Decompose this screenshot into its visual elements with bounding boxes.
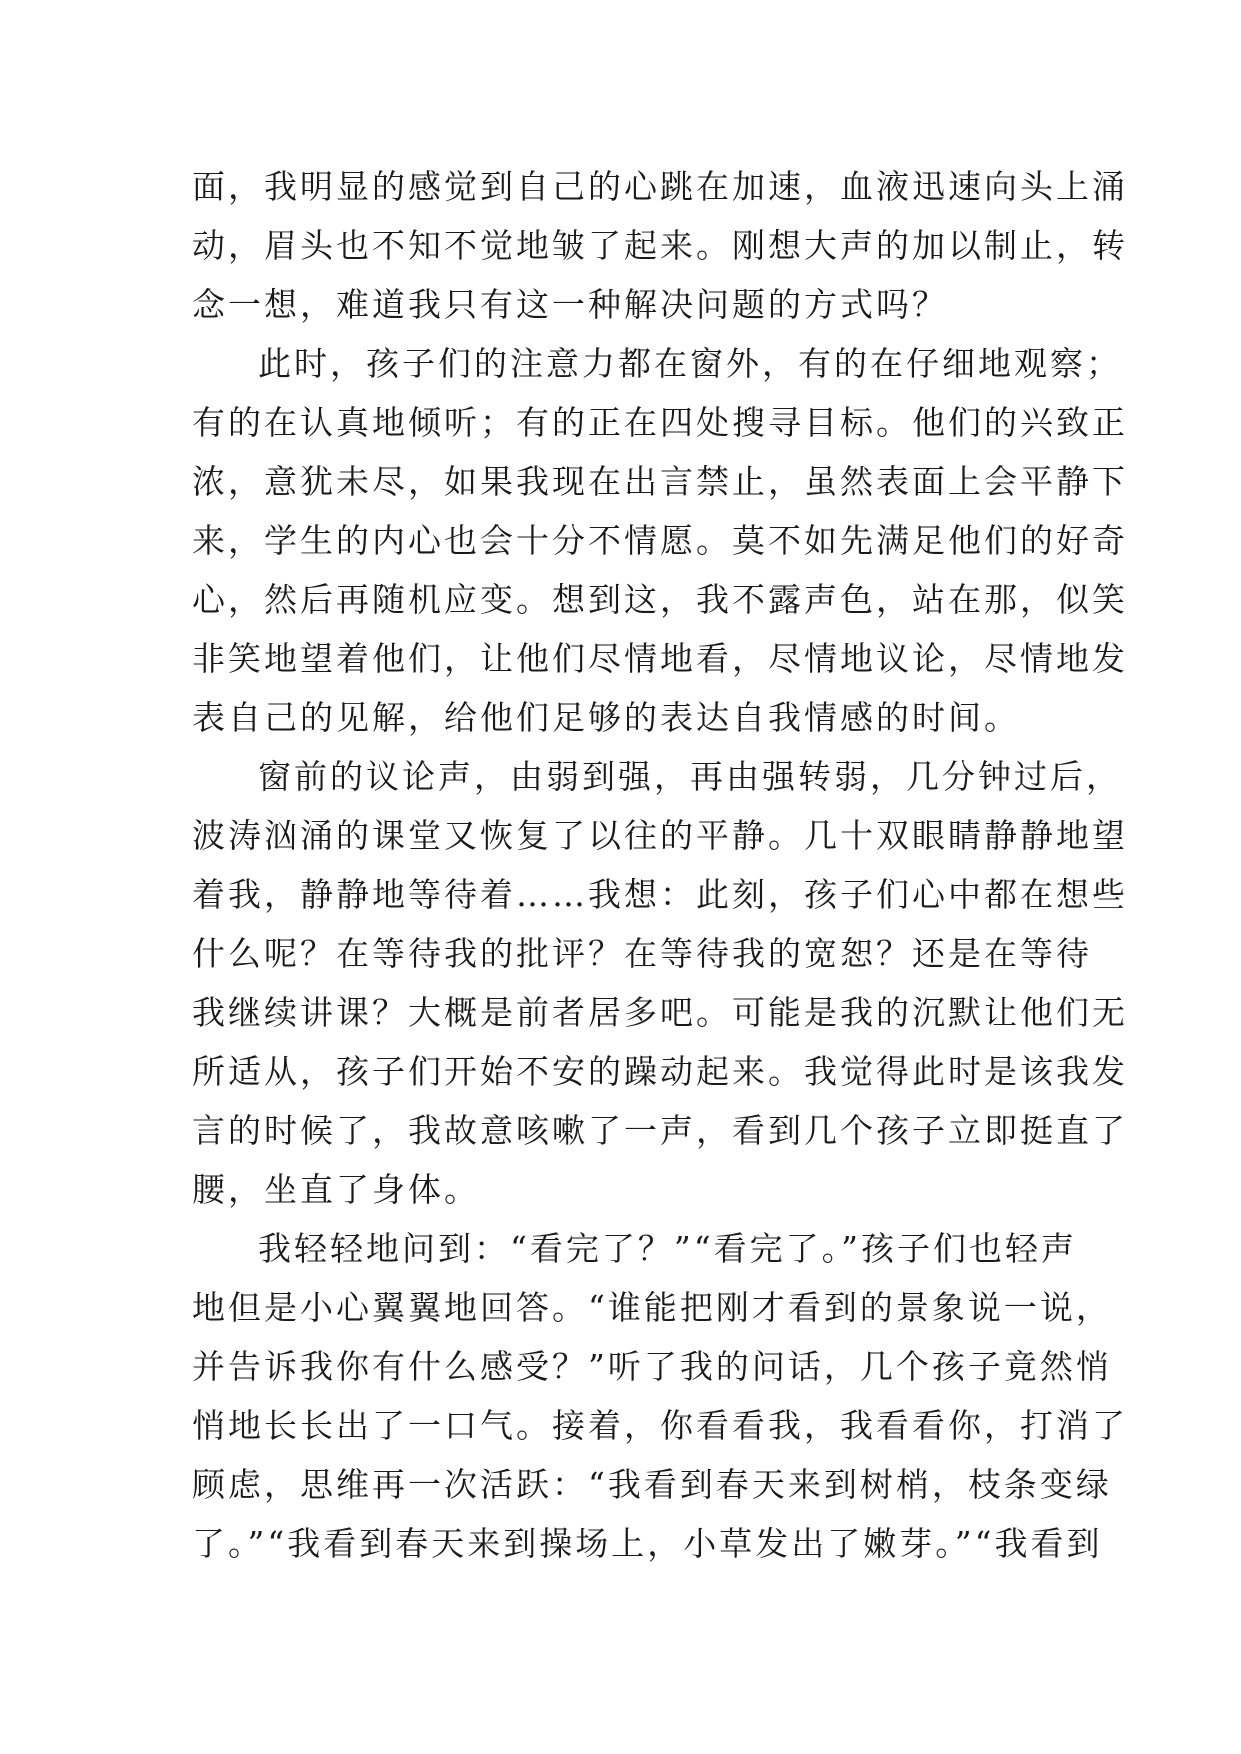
text-line: 动，眉头也不知不觉地皱了起来。刚想大声的加以制止，转 bbox=[192, 226, 1128, 265]
text-line: 什么呢？在等待我的批评？在等待我的宽恕？还是在等待 bbox=[192, 934, 1092, 973]
text-line: 念一想，难道我只有这一种解决问题的方式吗？ bbox=[192, 285, 948, 324]
text-line: 地但是小心翼翼地回答。“谁能把刚才看到的景象说一说， bbox=[192, 1288, 1112, 1327]
paragraph-1 bbox=[192, 157, 1128, 334]
text-line: 窗前的议论声，由弱到强，再由强转弱，几分钟过后， bbox=[258, 757, 1122, 796]
text-line: 浓，意犹未尽，如果我现在出言禁止，虽然表面上会平静下 bbox=[192, 462, 1128, 501]
text-line: 所适从，孩子们开始不安的躁动起来。我觉得此时是该我发 bbox=[192, 1052, 1128, 1091]
text-line: 此时，孩子们的注意力都在窗外，有的在仔细地观察； bbox=[258, 344, 1122, 383]
text-line: 波涛汹涌的课堂又恢复了以往的平静。几十双眼睛静静地望 bbox=[192, 816, 1128, 855]
text-line: 面，我明显的感觉到自己的心跳在加速，血液迅速向头上涌 bbox=[192, 167, 1128, 206]
text-line: 我轻轻地问到：“看完了？”“看完了。”孩子们也轻声 bbox=[258, 1229, 1077, 1268]
paragraph-3 bbox=[192, 747, 1128, 1219]
document-body bbox=[192, 157, 1128, 1573]
text-line: 并告诉我你有什么感受？”听了我的问话，几个孩子竟然悄 bbox=[192, 1347, 1112, 1386]
text-line: 着我，静静地等待着……我想：此刻，孩子们心中都在想些 bbox=[192, 875, 1128, 914]
paragraph-4 bbox=[192, 1219, 1128, 1573]
paragraph-2 bbox=[192, 334, 1128, 747]
text-line: 顾虑，思维再一次活跃：“我看到春天来到树梢，枝条变绿 bbox=[192, 1465, 1112, 1504]
text-line: 我继续讲课？大概是前者居多吧。可能是我的沉默让他们无 bbox=[192, 993, 1128, 1032]
text-line: 有的在认真地倾听；有的正在四处搜寻目标。他们的兴致正 bbox=[192, 403, 1128, 442]
text-line: 表自己的见解，给他们足够的表达自我情感的时间。 bbox=[192, 698, 1020, 737]
text-line: 了。”“我看到春天来到操场上，小草发出了嫩芽。”“我看到 bbox=[192, 1524, 1103, 1563]
text-line: 悄地长长出了一口气。接着，你看看我，我看看你，打消了 bbox=[192, 1406, 1128, 1445]
text-line: 非笑地望着他们，让他们尽情地看，尽情地议论，尽情地发 bbox=[192, 639, 1128, 678]
text-line: 言的时候了，我故意咳嗽了一声，看到几个孩子立即挺直了 bbox=[192, 1111, 1128, 1150]
text-line: 腰，坐直了身体。 bbox=[192, 1170, 480, 1209]
text-line: 来，学生的内心也会十分不情愿。莫不如先满足他们的好奇 bbox=[192, 521, 1128, 560]
text-line: 心，然后再随机应变。想到这，我不露声色，站在那，似笑 bbox=[192, 580, 1128, 619]
